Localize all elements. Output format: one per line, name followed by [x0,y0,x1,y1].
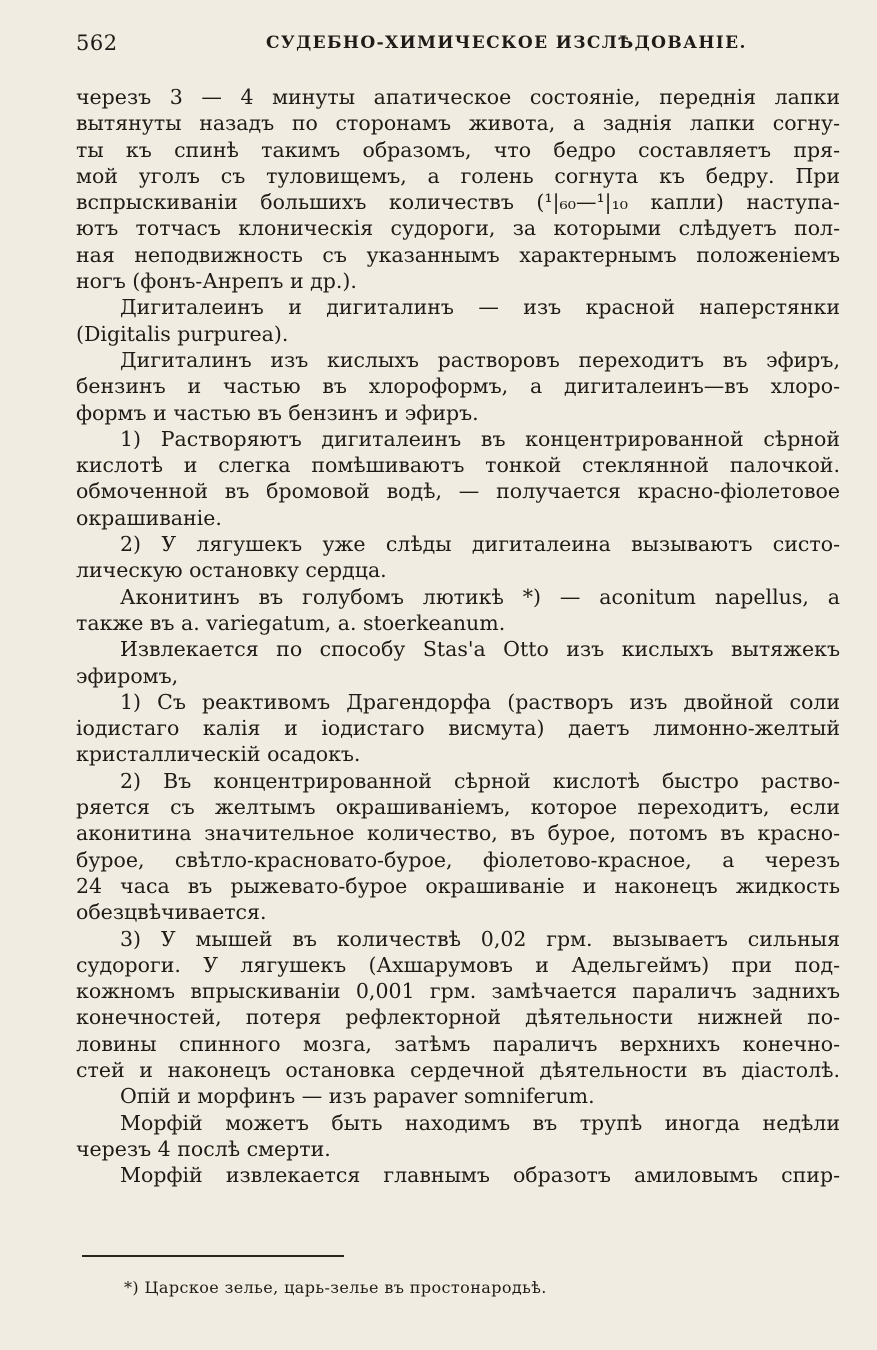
text-line: ютъ тотчасъ клоническія судороги, за которыми слѣдуетъ пол- [76,216,840,241]
text-line: вытянуты назадъ по сторонамъ живота, а заднія лапки согну- [76,111,840,136]
text-line: 2) Въ концентрированной сѣрной кислотѣ быстро раство- [120,768,840,793]
footnote-rule [82,1255,344,1257]
text-line: 2) У лягушекъ уже слѣды дигиталеина вызываютъ систо- [120,532,840,557]
text-line: бензинъ и частью въ хлороформъ, а дигиталеинъ—въ хлоро- [76,374,840,399]
text-line: Дигиталеинъ и дигиталинъ — изъ красной наперстянки [120,295,840,320]
running-title: СУДЕБНО-ХИМИЧЕСКОЕ ИЗСЛѢДОВАНІЕ. [266,33,747,53]
text-line: черезъ 4 послѣ смерти. [76,1136,331,1161]
text-line: стей и наконецъ остановка сердечной дѣятельности въ діастолѣ. [76,1057,840,1082]
text-line: (Digitalis purpurea). [76,321,289,346]
text-line: кислотѣ и слегка помѣшиваютъ тонкой стеклянной палочкой. [76,453,840,478]
text-line: 1) Растворяютъ дигиталеинъ въ концентрированной сѣрной [120,426,840,451]
page-header [76,31,836,59]
text-line: конечностей, потеря рефлекторной дѣятельности нижней по- [76,1005,840,1030]
text-line: іодистаго калія и іодистаго висмута) даетъ лимонно-желтый [76,716,840,741]
text-line: мой уголъ съ туловищемъ, а голень согнута къ бедру. При [76,163,840,188]
text-line: Аконитинъ въ голубомъ лютикѣ *) — aconitum napellus, а [120,584,840,609]
text-line: ты къ спинѣ такимъ образомъ, что бедро составляетъ пря- [76,137,840,162]
text-line: 3) У мышей въ количествѣ 0,02 грм. вызываетъ сильныя [120,926,840,951]
body-text [76,84,840,1188]
text-line: Опій и морфинъ — изъ papaver somniferum. [120,1084,595,1109]
page-number: 562 [76,31,118,55]
text-line: обмоченной въ бромовой водѣ, — получается красно-фіолетовое [76,479,840,504]
text-line: судороги. У лягушекъ (Ахшарумовъ и Адельгеймъ) при под- [76,952,840,977]
text-line: бурое, свѣтло-красновато-бурое, фіолетово-красное, а черезъ [76,847,840,872]
text-line: вспрыскиваніи большихъ количествъ (¹|₆₀—¹|₁₀ капли) наступа- [76,190,840,215]
footnote: *) Царское зелье, царь-зелье въ простонародьѣ. [124,1278,547,1297]
text-line: Извлекается по способу Stas'a Otto изъ кислыхъ вытяжекъ [120,637,840,662]
text-line: обезцвѣчивается. [76,900,267,925]
text-line: окрашиваніе. [76,505,222,530]
text-line: ная неподвижность съ указаннымъ характернымъ положеніемъ [76,242,840,267]
text-line: Морфій извлекается главнымъ образотъ амиловымъ спир- [120,1163,840,1188]
text-line: ногъ (фонъ-Анрепъ и др.). [76,269,357,294]
text-line: кристаллическій осадокъ. [76,742,361,767]
text-line: Морфій можетъ быть находимъ въ трупѣ иногда недѣли [120,1110,840,1135]
text-line: кожномъ впрыскиваніи 0,001 грм. замѣчается параличъ заднихъ [76,979,840,1004]
text-line: ловины спинного мозга, затѣмъ параличъ верхнихъ конечно- [76,1031,840,1056]
text-line: ряется съ желтымъ окрашиваніемъ, которое переходитъ, если [76,795,840,820]
text-line: Дигиталинъ изъ кислыхъ растворовъ переходитъ въ эфиръ, [120,347,840,372]
text-line: 24 часа въ рыжевато-бурое окрашиваніе и наконецъ жидкость [76,873,840,898]
text-line: лическую остановку сердца. [76,558,387,583]
text-line: также въ a. variegatum, a. stoerkeanum. [76,610,506,635]
text-line: эфиромъ, [76,663,179,688]
text-line: черезъ 3 — 4 минуты апатическое состояніе, переднія лапки [76,85,840,109]
text-line: аконитина значительное количество, въ бурое, потомъ въ красно- [76,821,840,846]
text-line: 1) Съ реактивомъ Драгендорфа (растворъ изъ двойной соли [120,689,840,714]
text-line: формъ и частью въ бензинъ и эфиръ. [76,400,479,425]
